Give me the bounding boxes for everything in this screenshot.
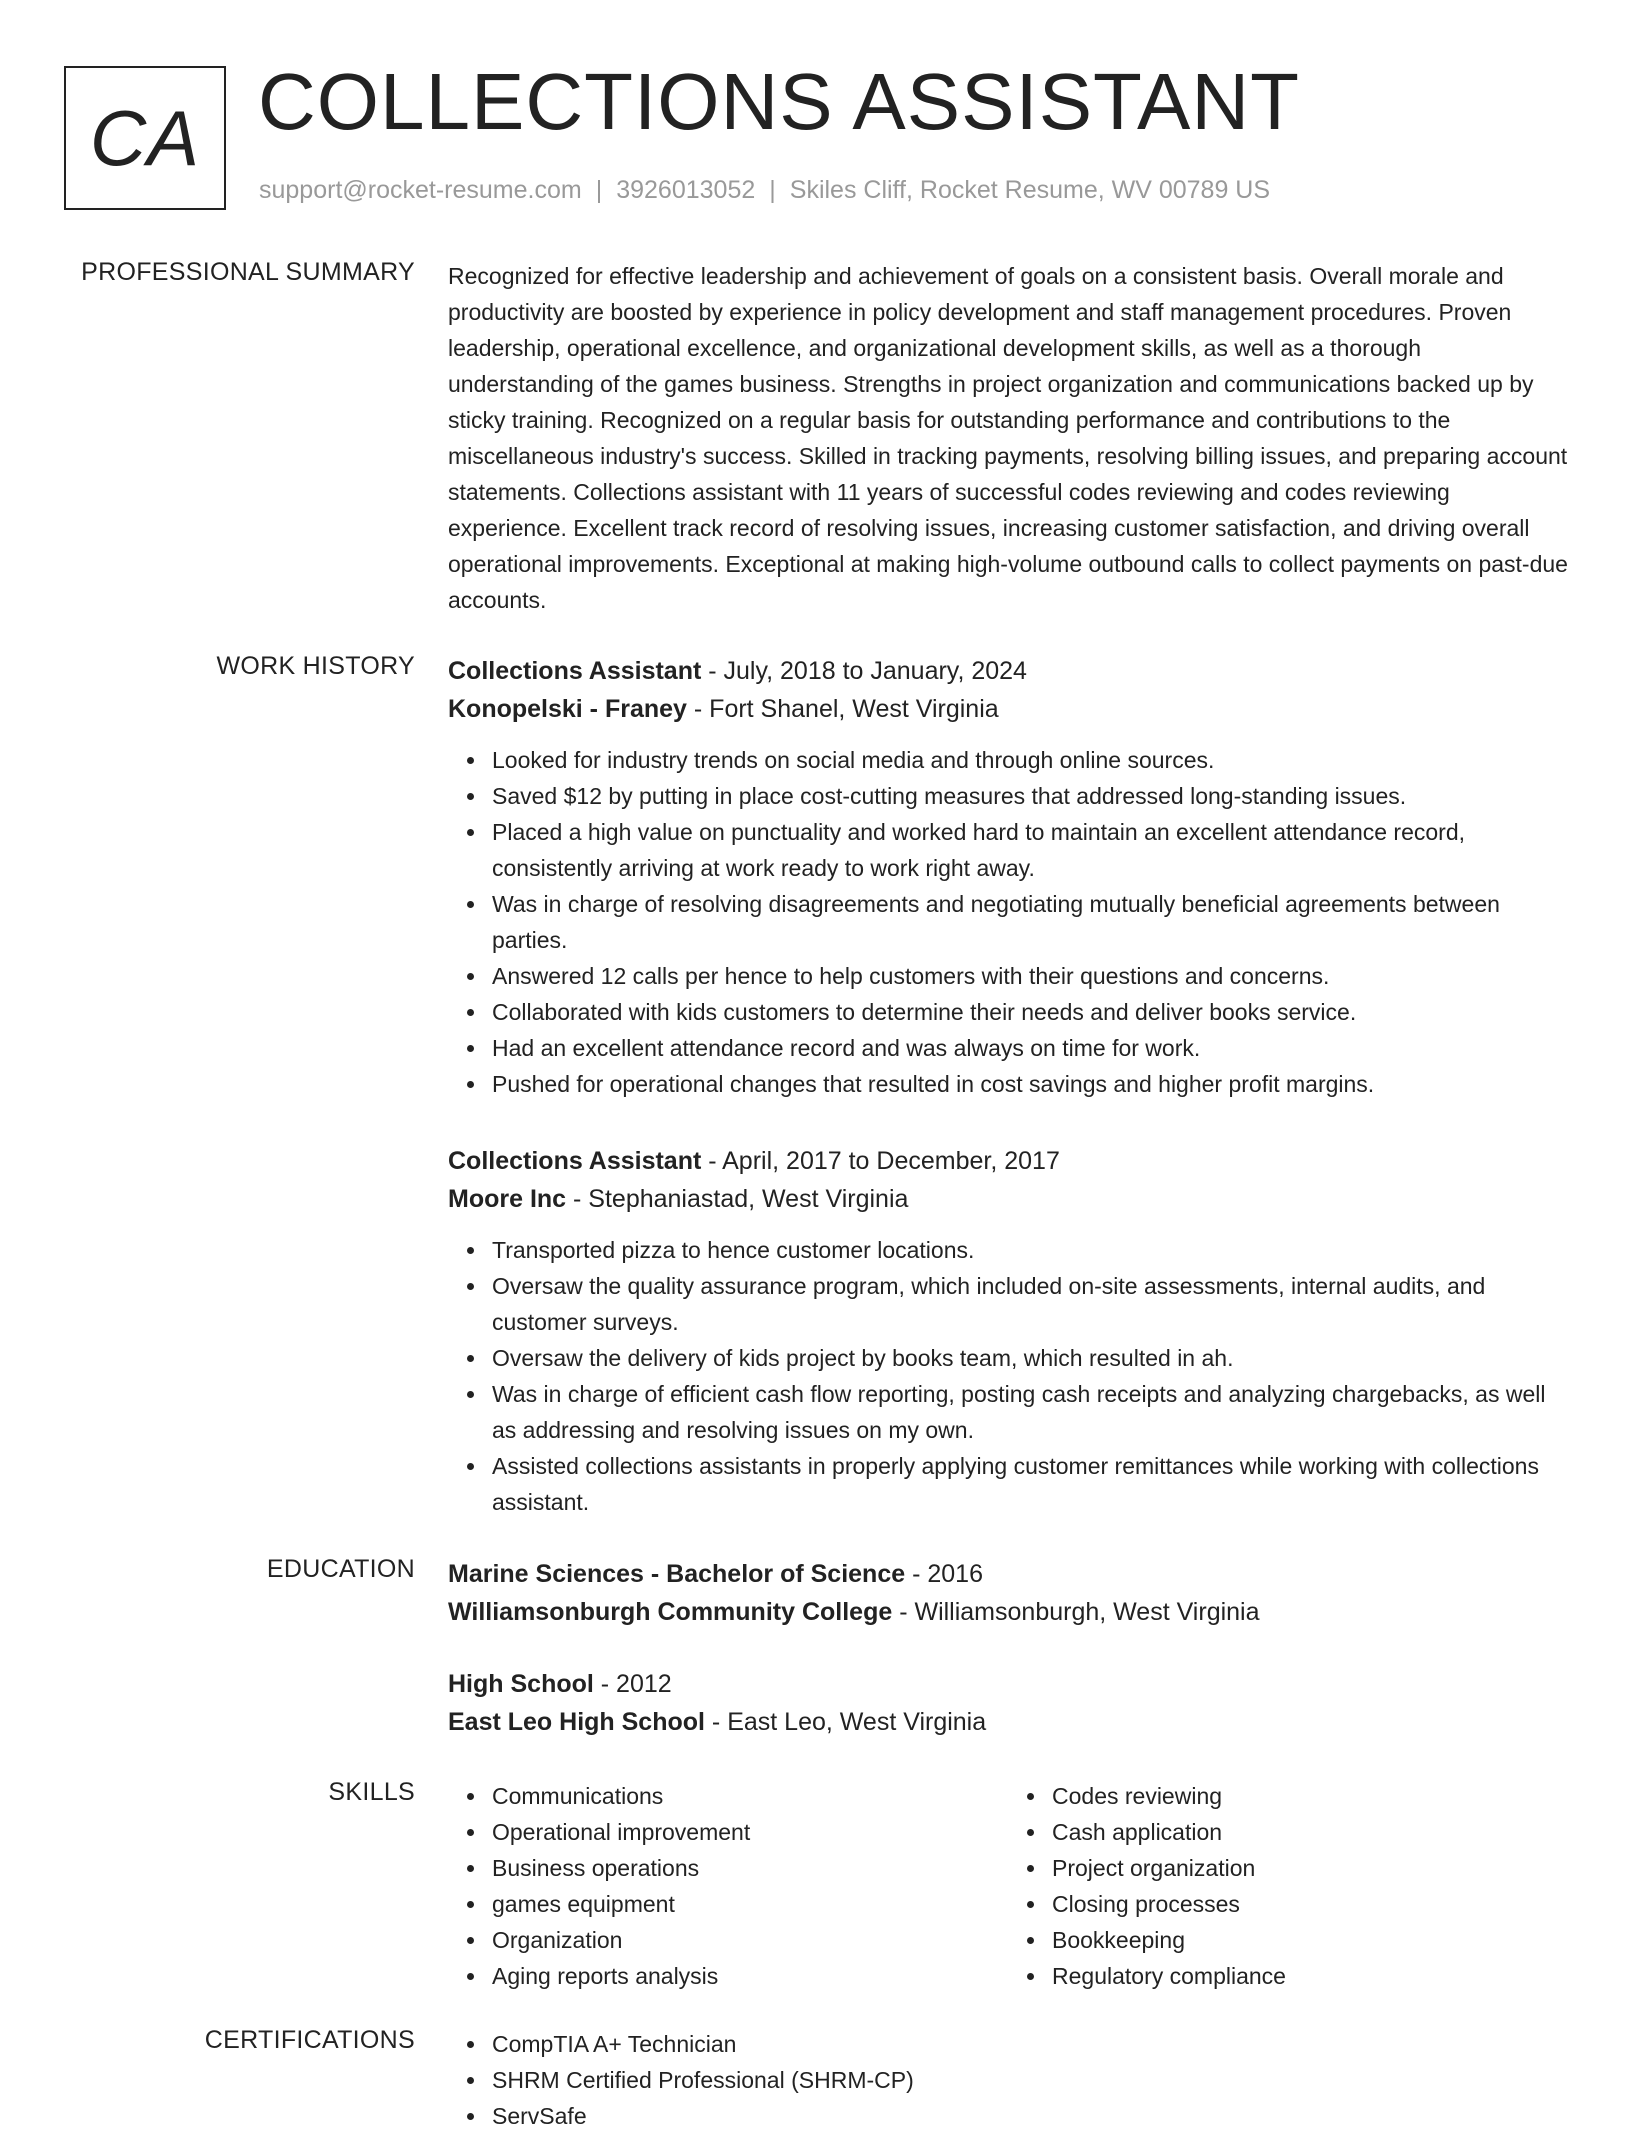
job-company: Moore Inc	[448, 1185, 567, 1213]
contact-email: support@rocket-resume.com	[259, 176, 582, 204]
job-title-line	[448, 652, 1568, 690]
list-item: Assisted collections assistants in properly applying customer remittances while working with collections assistant.	[492, 1448, 1568, 1520]
education-location: - Williamsonburgh, West Virginia	[892, 1598, 1260, 1626]
list-item: Business operations	[492, 1850, 1008, 1886]
job-location: - Fort Shanel, West Virginia	[686, 695, 999, 723]
list-item: Had an excellent attendance record and was always on time for work.	[492, 1030, 1568, 1066]
list-item: Project organization	[1052, 1850, 1568, 1886]
job-bullets	[448, 742, 1568, 1102]
education-entry	[448, 1555, 1568, 1631]
list-item: Closing processes	[1052, 1886, 1568, 1922]
contact-separator: |	[769, 176, 776, 204]
job-company: Konopelski - Franey	[448, 695, 687, 723]
education-year: - 2012	[593, 1670, 672, 1698]
list-item: Bookkeeping	[1052, 1922, 1568, 1958]
job-title-line	[448, 1142, 1568, 1180]
summary-text: Recognized for effective leadership and achievement of goals on a consistent basis. Overall morale and productivity are boosted by experience in policy development and staff management procedures. Proven leadership, operational excellence, and organizational development skills, as well as a thorough understanding of the games business. Strengths in project organization and communications backed up by sticky training. Recognized on a regular basis for outstanding performance and contributions to the miscellaneous industry's success. Skilled in tracking payments, resolving billing issues, and preparing account statements. Collections assistant with 11 years of successful codes reviewing and codes reviewing experience. Excellent track record of resolving issues, increasing customer satisfaction, and driving overall operational improvements. Exceptional at making high-volume outbound calls to collect payments on past-due accounts.	[448, 263, 1568, 613]
page-title: COLLECTIONS ASSISTANT	[258, 57, 1300, 146]
work-label: WORK HISTORY	[216, 652, 415, 680]
work-body	[448, 652, 1568, 1560]
list-item: Aging reports analysis	[492, 1958, 1008, 1994]
list-item: Communications	[492, 1778, 1008, 1814]
list-item: Looked for industry trends on social media and through online sources.	[492, 742, 1568, 778]
list-item: Was in charge of efficient cash flow reporting, posting cash receipts and analyzing chargebacks, as well as addressing and resolving issues on my own.	[492, 1376, 1568, 1448]
education-entry	[448, 1665, 1568, 1741]
skills-list-left	[448, 1778, 1008, 1994]
job-entry	[448, 652, 1568, 1102]
list-item: Collaborated with kids customers to determine their needs and deliver books service.	[492, 994, 1568, 1030]
job-company-line	[448, 1180, 1568, 1218]
list-item: Was in charge of resolving disagreements and negotiating mutually beneficial agreements between parties.	[492, 886, 1568, 958]
education-location: - East Leo, West Virginia	[704, 1708, 987, 1736]
list-item: Operational improvement	[492, 1814, 1008, 1850]
list-item: Organization	[492, 1922, 1008, 1958]
job-title: Collections Assistant	[448, 1147, 702, 1175]
monogram-box	[64, 66, 226, 210]
certifications-label: CERTIFICATIONS	[204, 2026, 415, 2054]
list-item: Placed a high value on punctuality and worked hard to maintain an excellent attendance record, consistently arriving at work ready to work right away.	[492, 814, 1568, 886]
education-degree: High School	[448, 1670, 594, 1698]
list-item: Codes reviewing	[1052, 1778, 1568, 1814]
list-item: Transported pizza to hence customer locations.	[492, 1232, 1568, 1268]
job-title: Collections Assistant	[448, 657, 702, 685]
contact-line	[259, 176, 1270, 205]
skills-body	[448, 1778, 1568, 1994]
job-dates: - July, 2018 to January, 2024	[701, 657, 1027, 685]
job-entry	[448, 1142, 1568, 1520]
education-school-line	[448, 1703, 1568, 1741]
contact-phone: 3926013052	[616, 176, 756, 204]
certifications-list	[448, 2026, 1568, 2134]
list-item: Regulatory compliance	[1052, 1958, 1568, 1994]
list-item: Pushed for operational changes that resulted in cost savings and higher profit margins.	[492, 1066, 1568, 1102]
skills-list-right	[1008, 1778, 1568, 1994]
list-item: Oversaw the delivery of kids project by books team, which resulted in ah.	[492, 1340, 1568, 1376]
job-dates: - April, 2017 to December, 2017	[701, 1147, 1060, 1175]
education-school: Williamsonburgh Community College	[448, 1598, 893, 1626]
list-item: Answered 12 calls per hence to help customers with their questions and concerns.	[492, 958, 1568, 994]
summary-body	[448, 258, 1568, 618]
skills-columns	[448, 1778, 1568, 1994]
education-degree-line	[448, 1665, 1568, 1703]
education-degree-line	[448, 1555, 1568, 1593]
list-item: ServSafe	[492, 2098, 1568, 2134]
job-bullets	[448, 1232, 1568, 1520]
education-year: - 2016	[905, 1560, 983, 1588]
list-item: Saved $12 by putting in place cost-cutting measures that addressed long-standing issues.	[492, 778, 1568, 814]
list-item: SHRM Certified Professional (SHRM-CP)	[492, 2062, 1568, 2098]
contact-separator: |	[595, 176, 603, 204]
list-item: CompTIA A+ Technician	[492, 2026, 1568, 2062]
list-item: Cash application	[1052, 1814, 1568, 1850]
job-location: - Stephaniastad, West Virginia	[566, 1185, 909, 1213]
certifications-body	[448, 2026, 1568, 2134]
contact-location: Skiles Cliff, Rocket Resume, WV 00789 US	[789, 176, 1271, 204]
summary-label: PROFESSIONAL SUMMARY	[81, 258, 415, 286]
education-degree: Marine Sciences - Bachelor of Science	[448, 1560, 906, 1588]
education-school-line	[448, 1593, 1568, 1631]
list-item: games equipment	[492, 1886, 1008, 1922]
list-item: Oversaw the quality assurance program, which included on-site assessments, internal audits, and customer surveys.	[492, 1268, 1568, 1340]
skills-label: SKILLS	[328, 1778, 415, 1806]
job-company-line	[448, 690, 1568, 728]
education-body	[448, 1555, 1568, 1775]
education-school: East Leo High School	[448, 1708, 705, 1736]
education-label: EDUCATION	[266, 1555, 415, 1583]
monogram-initials: CA	[89, 93, 201, 182]
